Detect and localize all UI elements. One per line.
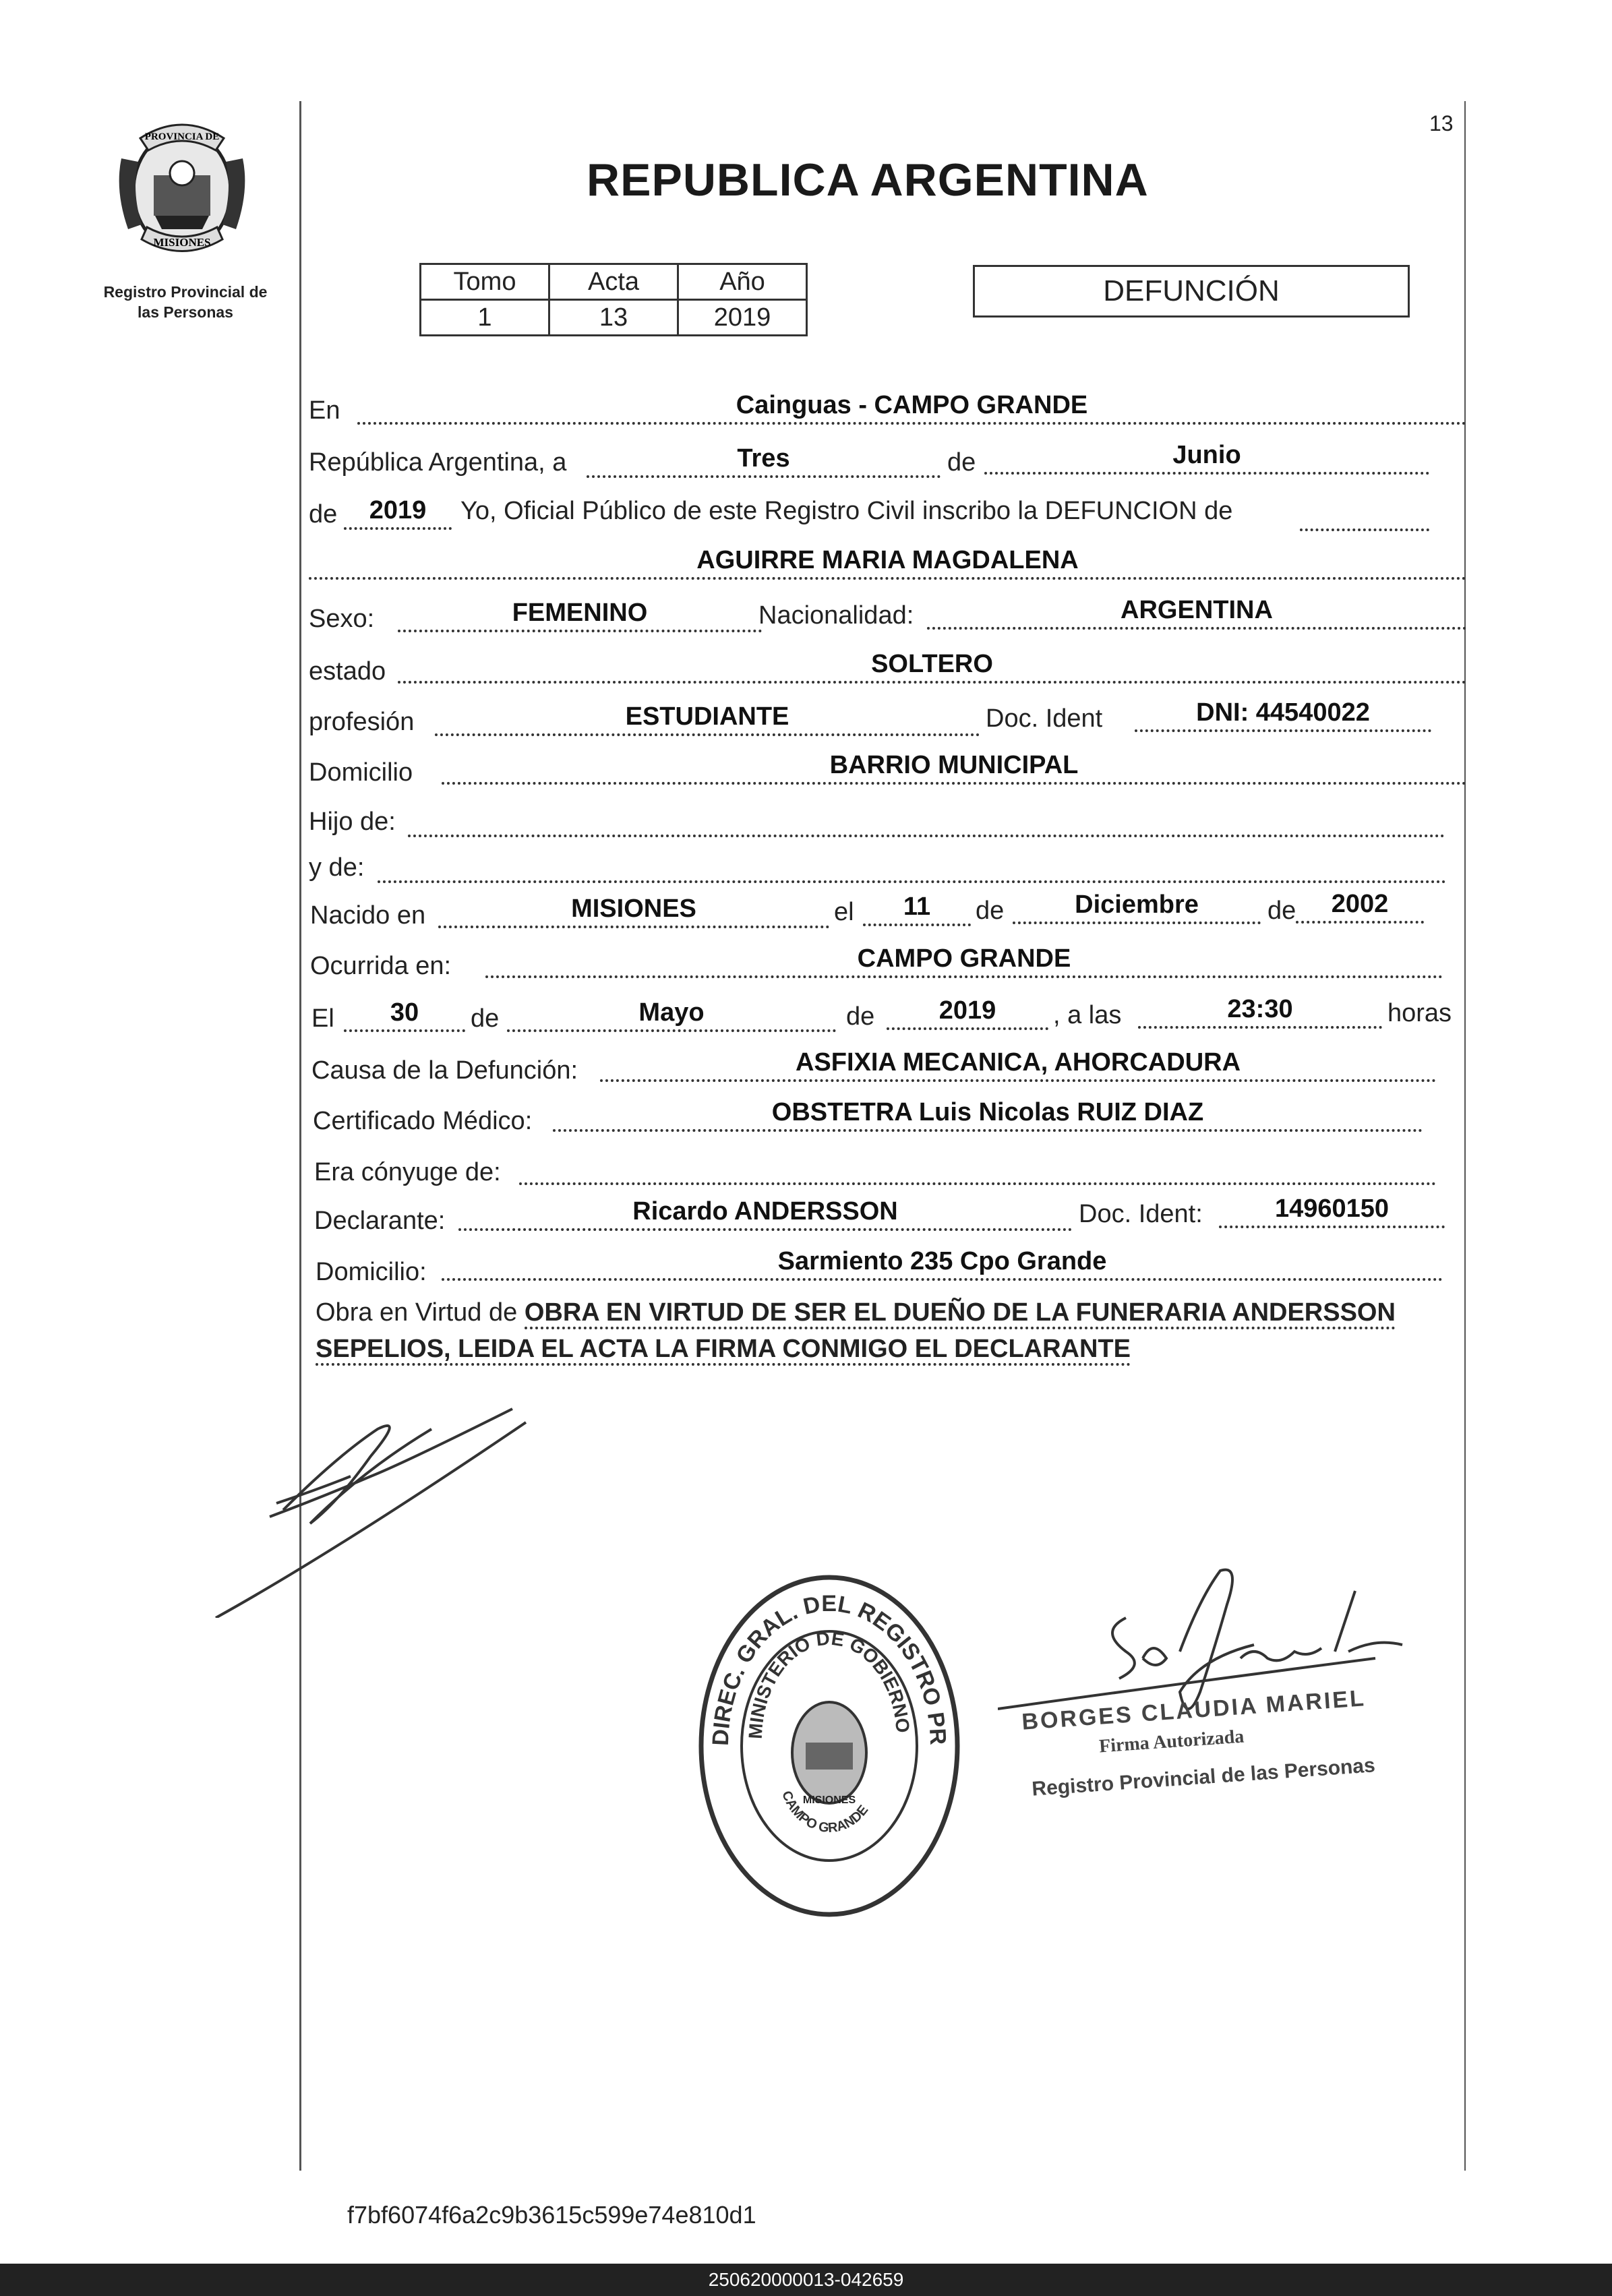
logo-caption-line-2: las Personas [138, 303, 233, 321]
page-number: 13 [1429, 111, 1454, 135]
certificado-label: Certificado Médico: [313, 1107, 533, 1135]
en-label: En [309, 396, 340, 425]
decl-doc-label: Doc. Ident: [1079, 1200, 1203, 1228]
de-label-5: de [471, 1004, 500, 1033]
day-field: Tres [587, 443, 941, 478]
signatory-name: BORGES CLAUDIA MARIEL [1021, 1685, 1367, 1735]
horas-label: horas [1387, 999, 1452, 1027]
doc-field: DNI: 44540022 [1135, 697, 1431, 732]
nacionalidad-field: ARGENTINA [927, 595, 1466, 630]
document-hash: f7bf6074f6a2c9b3615c599e74e810d1 [347, 2201, 756, 2229]
estado-field: SOLTERO [398, 648, 1466, 684]
obra-label: Obra en Virtud de [316, 1298, 518, 1327]
deceased-name-field: AGUIRRE MARIA MAGDALENA [309, 545, 1466, 580]
logo-caption [74, 282, 297, 322]
tomo-value: 1 [421, 300, 549, 336]
signatory-role: Firma Autorizada [1098, 1726, 1245, 1757]
record-table-header-row [421, 264, 807, 300]
misiones-coat-of-arms [101, 111, 263, 266]
doc-label: Doc. Ident [986, 704, 1103, 733]
decl-domicilio-label: Domicilio: [316, 1258, 427, 1286]
logo-bottom-text: MISIONES [153, 236, 211, 249]
alas-label: , a las [1053, 1001, 1122, 1029]
page-title: REPUBLICA ARGENTINA [587, 154, 1149, 206]
conyuge-label: Era cónyuge de: [314, 1158, 501, 1186]
yde-field [378, 848, 1446, 883]
de-label-4: de [1267, 897, 1296, 925]
stamp-bottom-text: CAMPO GRANDE [779, 1788, 872, 1836]
el-label-2: El [311, 1004, 334, 1033]
birth-month-field: Diciembre [1013, 889, 1261, 924]
de-label-2: de [309, 500, 338, 528]
record-type-box: DEFUNCIÓN [973, 265, 1410, 318]
profesion-label: profesión [309, 708, 415, 736]
causa-label: Causa de la Defunción: [311, 1056, 578, 1085]
declarante-field: Ricardo ANDERSSON [458, 1196, 1072, 1231]
stamp-inner-text: MINISTERIO DE GOBIERNO [744, 1627, 914, 1740]
ano-header: Año [678, 264, 807, 300]
signatory-office: Registro Provincial de las Personas [1031, 1754, 1376, 1801]
logo-top-text: PROVINCIA DE [144, 131, 220, 142]
declarante-label: Declarante: [314, 1207, 446, 1235]
birth-year-field: 2002 [1296, 888, 1424, 924]
inscribo-text: Yo, Oficial Público de este Registro Civil inscribo la DEFUNCION de [460, 497, 1233, 525]
death-month-field: Mayo [507, 997, 836, 1032]
official-stamp [688, 1571, 971, 1921]
footer-code-bar: 250620000013-042659 [0, 2264, 1612, 2296]
de-label-1: de [947, 448, 976, 477]
record-table-value-row [421, 300, 807, 336]
ocurrida-label: Ocurrida en: [310, 952, 452, 980]
nacido-label: Nacido en [310, 901, 426, 930]
left-margin-line [299, 101, 301, 2171]
acta-header: Acta [549, 264, 678, 300]
nacionalidad-label: Nacionalidad: [758, 601, 914, 630]
stamp-outer-text: DIREC. GRAL. DEL REGISTRO PR [707, 1590, 951, 1747]
acta-value: 13 [549, 300, 678, 336]
sexo-field: FEMENINO [398, 597, 762, 632]
causa-field: ASFIXIA MECANICA, AHORCADURA [600, 1047, 1436, 1082]
tomo-header: Tomo [421, 264, 549, 300]
hijo-label: Hijo de: [309, 808, 396, 836]
death-year-field: 2019 [887, 995, 1048, 1030]
stamp-center-text: MISIONES [802, 1794, 856, 1806]
sexo-label: Sexo: [309, 605, 375, 633]
death-day-field: 30 [344, 997, 465, 1032]
conyuge-field [519, 1150, 1436, 1185]
ocurrida-field: CAMPO GRANDE [485, 943, 1443, 978]
inscribo-trailing-field [1300, 496, 1429, 531]
hijo-field [408, 802, 1445, 837]
month-field: Junio [984, 440, 1429, 475]
obra-value-line-2: SEPELIOS, LEIDA EL ACTA LA FIRMA CONMIGO EL DECLARANTE [316, 1335, 1131, 1366]
birth-day-field: 11 [863, 891, 971, 926]
ano-value: 2019 [678, 300, 807, 336]
decl-doc-field: 14960150 [1219, 1193, 1445, 1228]
year-field: 2019 [344, 495, 452, 530]
decl-domicilio-field: Sarmiento 235 Cpo Grande [442, 1246, 1443, 1281]
obra-section [316, 1294, 1475, 1367]
nacido-field: MISIONES [438, 893, 829, 928]
domicilio-field: BARRIO MUNICIPAL [442, 750, 1466, 785]
estado-label: estado [309, 657, 386, 686]
logo-caption-line-1: Registro Provincial de [103, 283, 268, 301]
domicilio-label: Domicilio [309, 758, 413, 787]
certificado-field: OBSTETRA Luis Nicolas RUIZ DIAZ [553, 1097, 1423, 1132]
declarant-signature [202, 1375, 553, 1618]
el-label: el [834, 898, 854, 926]
obra-value-line-1: OBRA EN VIRTUD DE SER EL DUEÑO DE LA FUNERARIA ANDERSSON [525, 1298, 1396, 1329]
republica-label: República Argentina, a [309, 448, 567, 477]
de-label-3: de [976, 897, 1005, 925]
de-label-6: de [846, 1002, 875, 1031]
death-time-field: 23:30 [1138, 994, 1382, 1029]
en-field: Cainguas - CAMPO GRANDE [357, 390, 1466, 425]
yde-label: y de: [309, 853, 365, 882]
record-table [419, 263, 808, 336]
profesion-field: ESTUDIANTE [435, 701, 980, 736]
